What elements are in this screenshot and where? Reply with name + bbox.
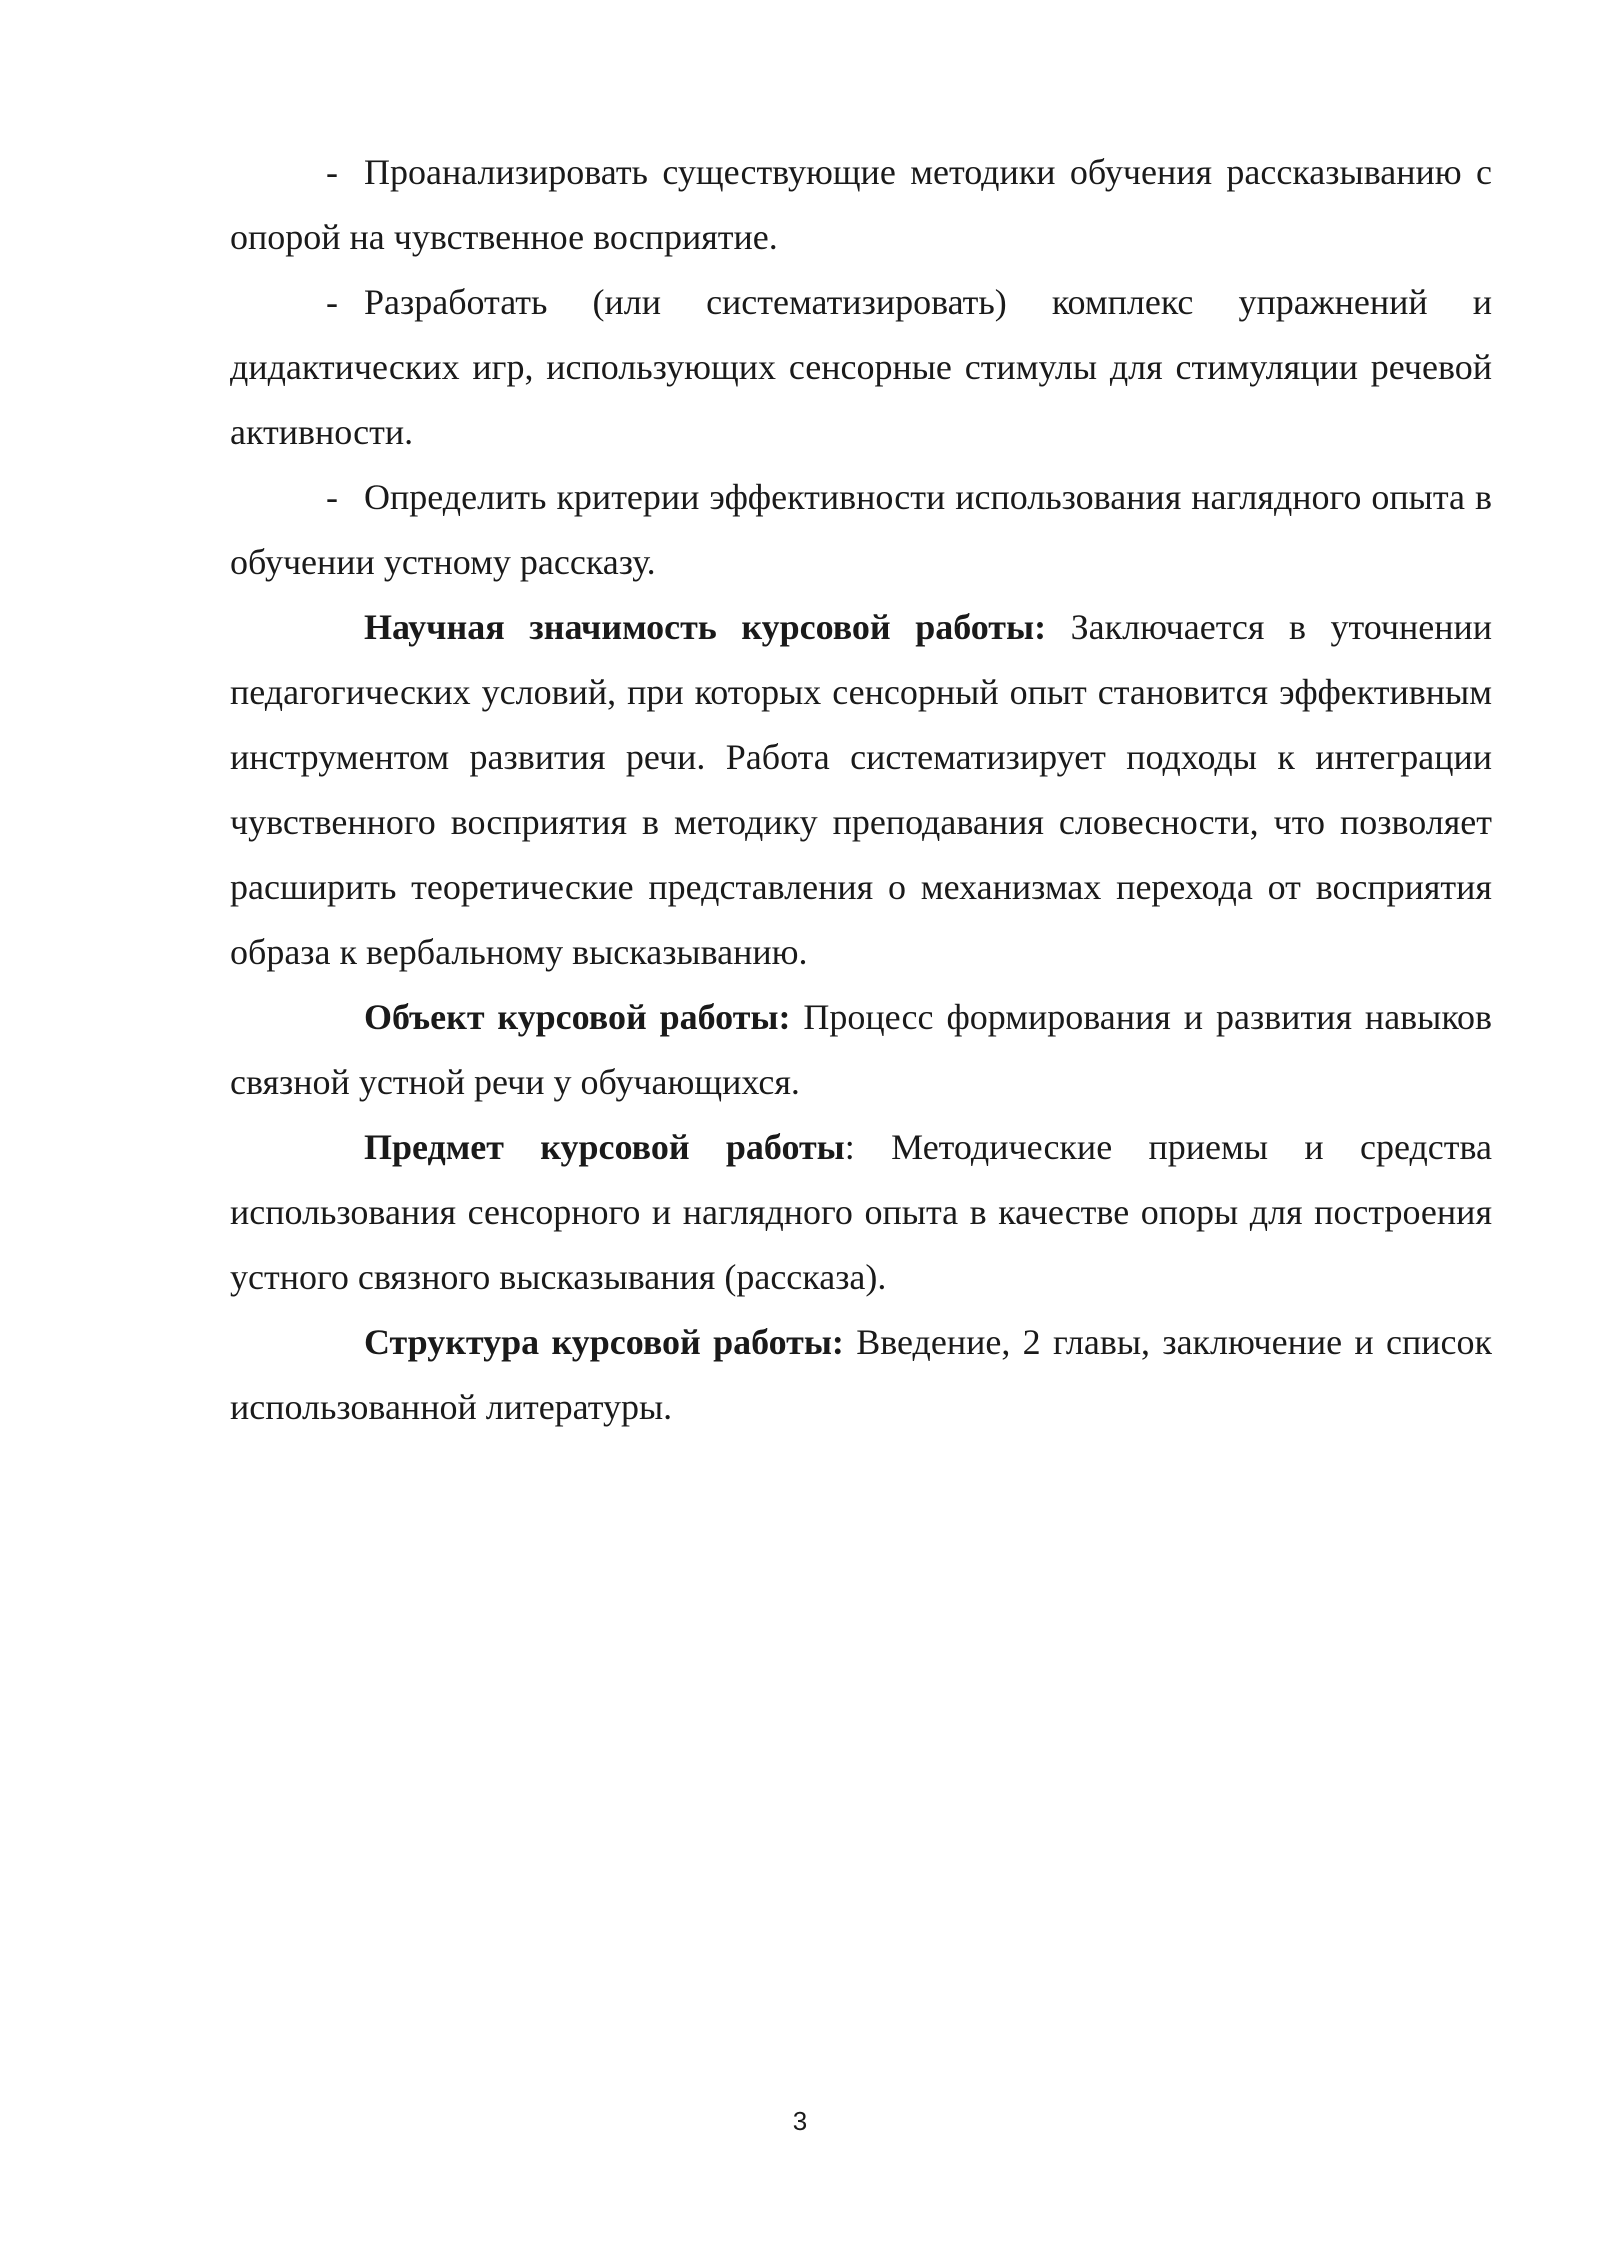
page-body bbox=[230, 140, 1492, 1440]
section-scientific-significance bbox=[230, 595, 1492, 985]
section-heading: Научная значимость курсовой работы: bbox=[364, 607, 1047, 647]
list-marker: - bbox=[326, 152, 338, 192]
list-item bbox=[230, 140, 1492, 270]
section-heading: Объект курсовой работы: bbox=[364, 997, 791, 1037]
section-heading: Предмет курсовой работы bbox=[364, 1127, 845, 1167]
section-separator bbox=[844, 1322, 856, 1362]
section-text: Процесс формирования и развития навыков связной устной речи у обучающихся. bbox=[230, 997, 1493, 1102]
page-number: 3 bbox=[792, 2106, 808, 2136]
list-marker: - bbox=[326, 282, 338, 322]
list-marker: - bbox=[326, 477, 338, 517]
section-text: Введение, 2 главы, заключение и список использованной литературы. bbox=[230, 1322, 1492, 1427]
section-object bbox=[230, 985, 1492, 1115]
section-text: Заключается в уточнении педагогических условий, при которых сенсорный опыт становится эффективным инструментом развития речи. Работа систематизирует подходы к интеграции чувственного восприятия в методику преподавания словесности, что позволяет расширить теоретические представления о механизмах перехода от восприятия образа к вербальному высказыванию. bbox=[230, 607, 1492, 972]
section-structure bbox=[230, 1310, 1492, 1440]
section-separator bbox=[790, 997, 803, 1037]
section-text: Методические приемы и средства использования сенсорного и наглядного опыта в качестве опоры для построения устного связного высказывания (рассказа). bbox=[230, 1127, 1492, 1297]
list-item-text: Проанализировать существующие методики обучения рассказыванию с опорой на чувственное восприятие. bbox=[230, 152, 1492, 257]
list-item-text: Разработать (или систематизировать) комплекс упражнений и дидактических игр, использующих сенсорные стимулы для стимуляции речевой активности. bbox=[230, 282, 1492, 452]
section-subject bbox=[230, 1115, 1492, 1310]
section-separator bbox=[1046, 607, 1071, 647]
list-item bbox=[230, 270, 1492, 465]
section-separator: : bbox=[844, 1127, 892, 1167]
list-item bbox=[230, 465, 1492, 595]
list-item-text: Определить критерии эффективности использования наглядного опыта в обучении устному рассказу. bbox=[230, 477, 1492, 582]
section-heading: Структура курсовой работы: bbox=[364, 1322, 844, 1362]
